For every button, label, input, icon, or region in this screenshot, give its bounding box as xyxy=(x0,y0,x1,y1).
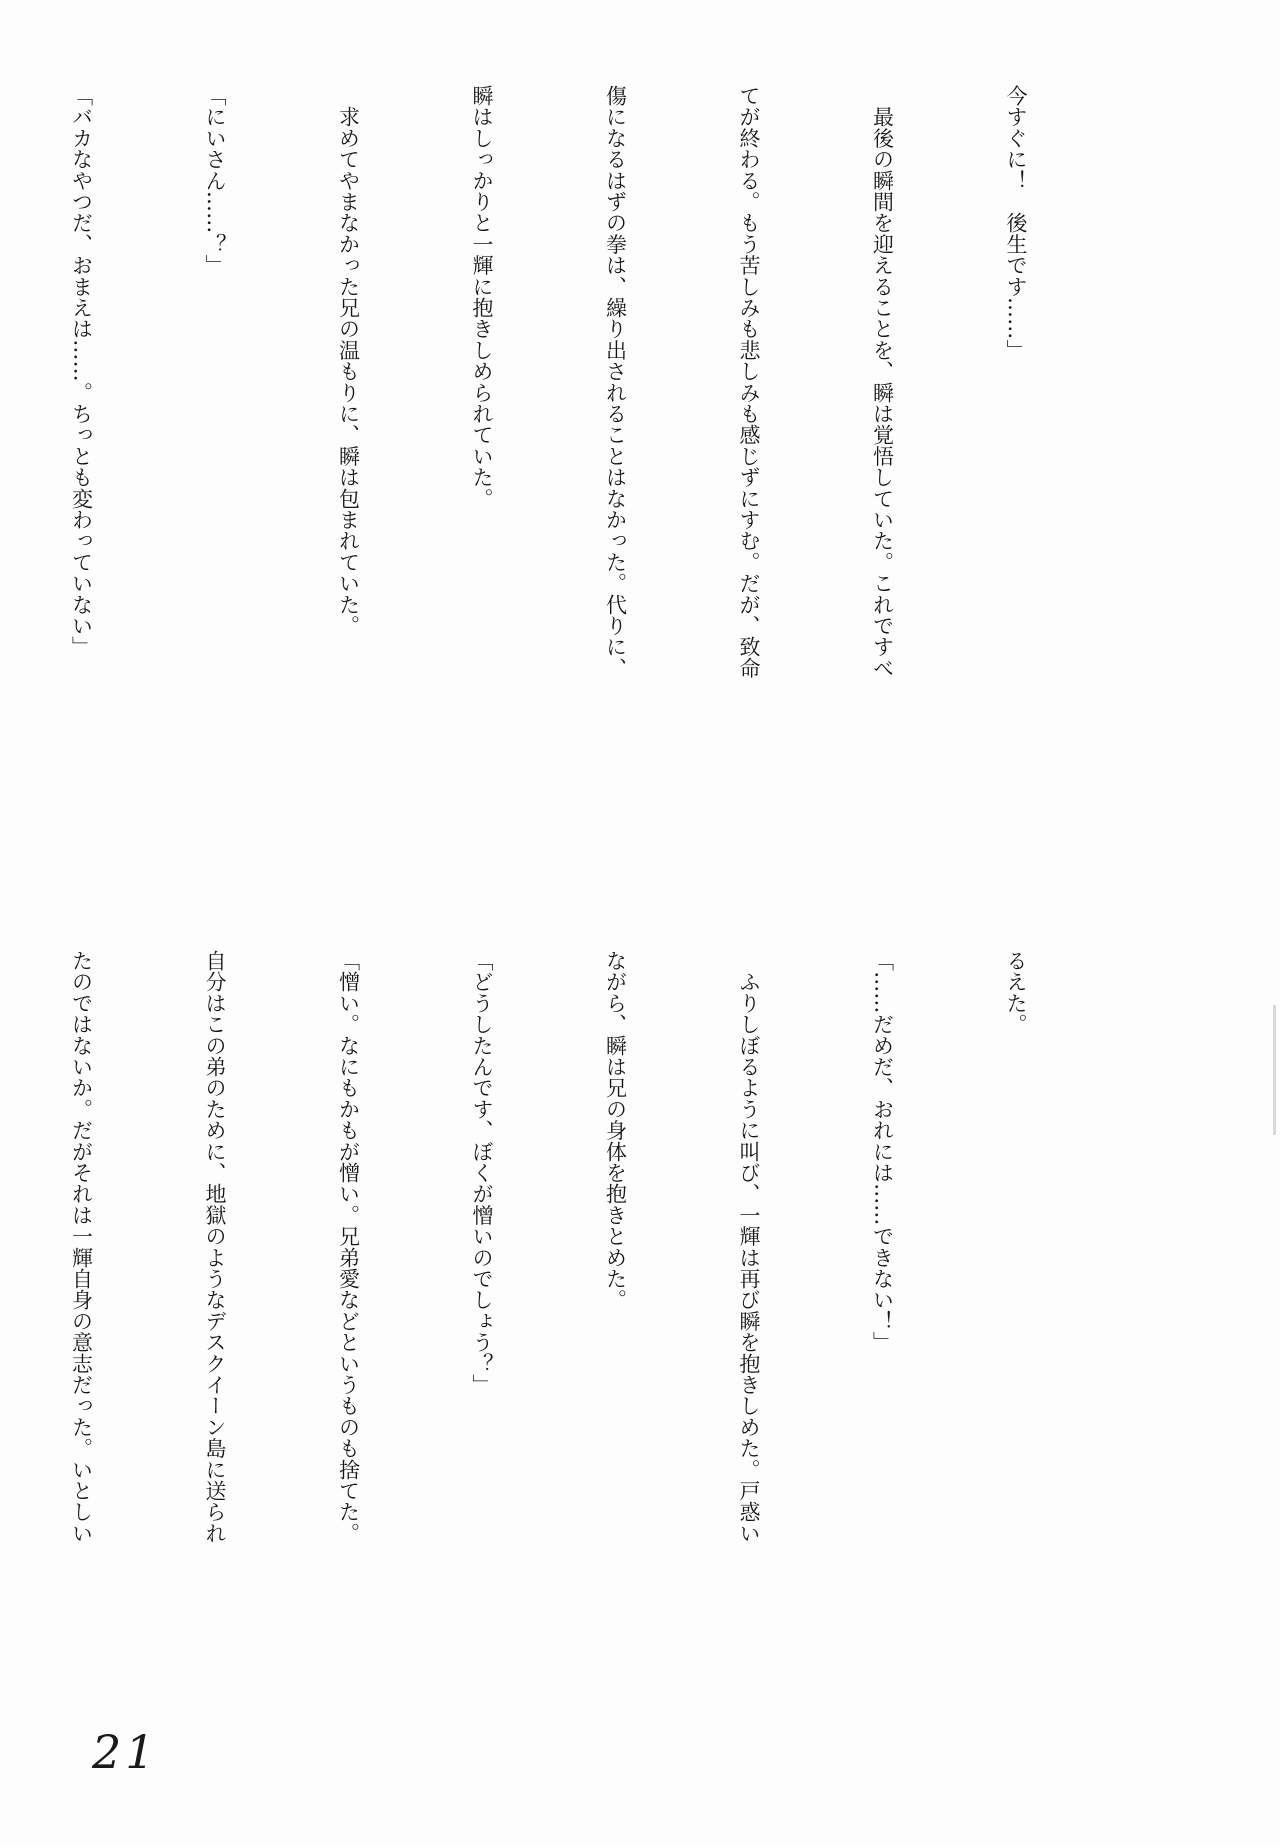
upper-text-block xyxy=(0,85,1127,885)
text-line: ふりしぼるように叫び、一輝は再び瞬を抱きしめた。戸惑い xyxy=(737,950,761,1544)
lower-text-block xyxy=(0,950,1127,1640)
text-line: るえた。 xyxy=(1004,950,1028,1035)
scan-edge-mark xyxy=(1273,1005,1276,1135)
text-line: てが終わる。もう苦しみも悲しみも感じずにすむ。だが、致命 xyxy=(737,85,761,679)
text-line: 「バカなやつだ、おまえは……。ちっとも変わっていない」 xyxy=(69,85,94,658)
text-line: 今すぐに！ 後生です……」 xyxy=(1004,85,1028,361)
page-number: 21 xyxy=(92,1725,159,1779)
text-line: 「憎い。なにもかもが憎い。兄弟愛などというものも捨てた。 xyxy=(336,950,361,1544)
text-line: 最後の瞬間を迎えることを、瞬は覚悟していた。これですべ xyxy=(870,85,895,679)
text-line: 「にいさん……？」 xyxy=(203,85,227,276)
text-line: 「どうしたんです、ぼくが憎いのでしょう？」 xyxy=(470,950,494,1396)
text-line: 「……だめだ、おれには……できない！」 xyxy=(870,950,895,1353)
text-line: 求めてやまなかった兄の温もりに、瞬は包まれていた。 xyxy=(336,85,361,637)
text-line: ながら、瞬は兄の身体を抱きとめた。 xyxy=(603,950,628,1311)
text-line: 傷になるはずの拳は、繰り出されることはなかった。代りに、 xyxy=(603,85,628,679)
text-line: 自分はこの弟のために、地獄のようなデスクイーン島に送られ xyxy=(203,950,227,1544)
text-line: 瞬はしっかりと一輝に抱きしめられていた。 xyxy=(470,85,494,509)
text-line: たのではないか。だがそれは一輝自身の意志だった。いとしい xyxy=(69,950,94,1544)
